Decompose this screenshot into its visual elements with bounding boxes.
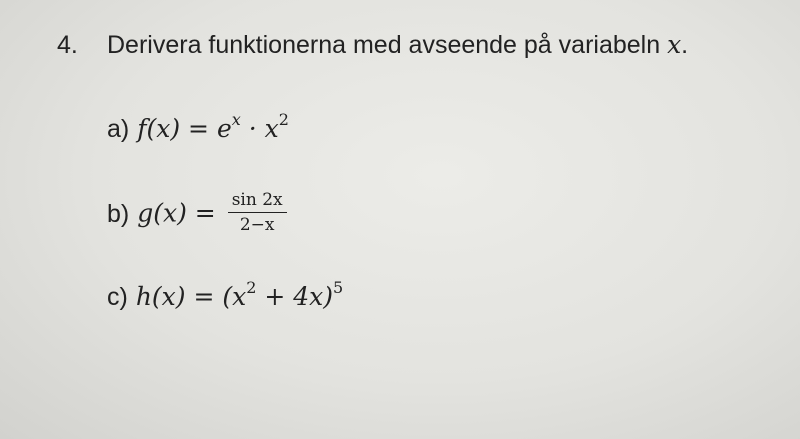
function-f-lhs: f(x) = bbox=[137, 114, 217, 143]
function-f-power: 2 bbox=[278, 110, 289, 129]
function-f-exponent: x bbox=[231, 110, 241, 129]
question-text: Derivera funktionerna med avseende på variabeln bbox=[107, 31, 668, 59]
function-g-denominator: 2−x bbox=[239, 215, 275, 236]
subquestion-a-label: a) bbox=[107, 115, 130, 143]
subquestion-b-label: b) bbox=[107, 199, 130, 228]
question-number: 4. bbox=[57, 31, 78, 59]
function-h-lhs: h(x) = (x bbox=[135, 282, 247, 311]
subquestion-a bbox=[107, 112, 289, 142]
question-period: . bbox=[681, 31, 689, 59]
function-g-fraction bbox=[228, 190, 287, 236]
question-heading bbox=[57, 30, 688, 60]
function-g-numerator: sin 2x bbox=[228, 190, 287, 213]
subquestion-c bbox=[107, 280, 343, 310]
function-h-outer-power: 5 bbox=[333, 278, 344, 297]
subquestion-c-label: c) bbox=[107, 283, 128, 311]
function-f-base: e bbox=[216, 114, 232, 143]
question-variable: x bbox=[667, 30, 682, 59]
subquestion-b bbox=[107, 190, 287, 239]
function-g-lhs: g(x) = bbox=[137, 198, 224, 228]
function-f-factor: · x bbox=[240, 114, 279, 143]
function-h-rest: + 4x) bbox=[256, 282, 334, 311]
function-h-inner-power: 2 bbox=[246, 278, 257, 297]
